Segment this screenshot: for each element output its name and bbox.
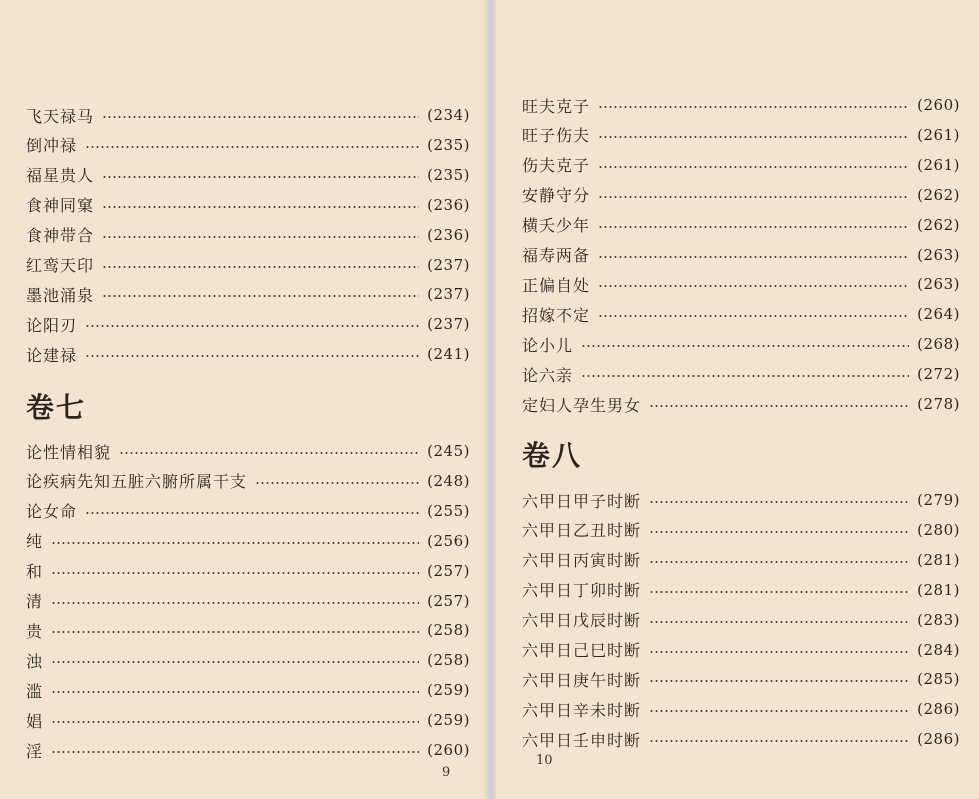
dot-leader xyxy=(581,345,909,347)
toc-entry[interactable] xyxy=(522,518,960,542)
toc-entry-title: 论女命 xyxy=(26,502,78,522)
dot-leader xyxy=(85,146,419,148)
toc-entry[interactable] xyxy=(26,193,470,217)
toc-entry[interactable] xyxy=(522,272,960,296)
toc-entry-page: (284) xyxy=(917,640,960,659)
toc-entry-page: (260) xyxy=(917,96,960,114)
toc-entry-page: (283) xyxy=(917,610,960,629)
toc-entry[interactable] xyxy=(522,578,960,602)
toc-entry-page: (263) xyxy=(917,275,960,294)
toc-entry-page: (248) xyxy=(427,471,470,490)
toc-entry-title: 横夭少年 xyxy=(522,216,591,236)
dot-leader xyxy=(51,631,419,633)
volume-heading-7: 卷七 xyxy=(26,391,87,424)
toc-entry-title: 六甲日己巳时断 xyxy=(522,641,642,660)
dot-leader xyxy=(102,266,419,268)
toc-entry-page: (235) xyxy=(427,165,470,184)
toc-entry-page: (262) xyxy=(917,215,960,234)
toc-entry-page: (279) xyxy=(917,491,960,509)
toc-entry-title: 论六亲 xyxy=(522,365,574,385)
dot-leader xyxy=(102,206,419,208)
toc-entry-title: 福寿两备 xyxy=(522,246,591,265)
toc-entry-title: 论小儿 xyxy=(522,335,574,355)
toc-entry[interactable] xyxy=(522,667,960,691)
toc-entry[interactable] xyxy=(522,93,960,117)
dot-leader xyxy=(51,542,419,544)
dot-leader xyxy=(85,355,419,357)
toc-entry-title: 福星贵人 xyxy=(26,166,95,186)
dot-leader xyxy=(85,512,419,514)
toc-entry[interactable] xyxy=(26,618,470,642)
dot-leader xyxy=(598,226,909,228)
toc-entry[interactable] xyxy=(522,608,960,632)
toc-entry-page: (280) xyxy=(917,520,960,539)
toc-entry[interactable] xyxy=(522,548,960,572)
dot-leader xyxy=(598,256,909,258)
toc-entry[interactable] xyxy=(26,439,470,463)
left-page xyxy=(0,0,484,799)
dot-leader xyxy=(51,602,419,604)
toc-entry-title: 墨池涌泉 xyxy=(26,285,95,305)
dot-leader xyxy=(85,325,419,327)
book-gutter xyxy=(484,0,496,799)
toc-entry-page: (257) xyxy=(427,561,470,580)
dot-leader xyxy=(649,405,909,407)
dot-leader xyxy=(649,651,909,653)
toc-entry[interactable] xyxy=(26,678,470,702)
volume-heading-8: 卷八 xyxy=(522,439,583,472)
toc-entry-title: 食神同窠 xyxy=(26,196,95,216)
dot-leader xyxy=(51,691,419,693)
toc-entry-title: 浊 xyxy=(26,651,44,671)
toc-entry[interactable] xyxy=(522,213,960,237)
dot-leader xyxy=(581,375,909,377)
toc-entry-title: 六甲日甲子时断 xyxy=(522,491,642,511)
toc-entry-page: (241) xyxy=(427,345,470,364)
toc-entry[interactable] xyxy=(26,469,470,493)
toc-entry-title: 六甲日辛未时断 xyxy=(522,700,642,720)
dot-leader xyxy=(119,452,419,454)
toc-entry-page: (237) xyxy=(427,255,470,274)
toc-entry-title: 招嫁不定 xyxy=(522,305,591,325)
toc-entry-page: (264) xyxy=(917,305,960,324)
dot-leader xyxy=(649,710,909,712)
toc-entry[interactable] xyxy=(26,559,470,583)
toc-entry-page: (237) xyxy=(427,315,470,334)
page-number-right: 10 xyxy=(536,753,553,768)
toc-entry-page: (236) xyxy=(427,195,470,214)
dot-leader xyxy=(102,116,419,118)
toc-entry-title: 六甲日丙寅时断 xyxy=(522,551,642,571)
toc-entry-title: 论建禄 xyxy=(26,345,78,365)
toc-entry-page: (285) xyxy=(917,670,960,689)
toc-entry-title: 滥 xyxy=(26,681,44,701)
toc-entry-title: 正偏自处 xyxy=(522,275,591,295)
toc-entry-page: (261) xyxy=(917,125,960,144)
dot-leader xyxy=(51,572,419,574)
dot-leader xyxy=(598,166,909,168)
dot-leader xyxy=(598,136,909,138)
toc-entry-title: 淫 xyxy=(26,741,44,761)
toc-entry[interactable] xyxy=(26,648,470,672)
toc-entry-page: (255) xyxy=(427,501,470,520)
toc-entry-page: (278) xyxy=(917,395,960,413)
toc-entry[interactable] xyxy=(26,223,470,247)
toc-entry-title: 娼 xyxy=(26,711,44,731)
toc-entry-title: 六甲日乙丑时断 xyxy=(522,521,642,541)
toc-entry-page: (260) xyxy=(427,741,470,759)
toc-entry-title: 论阳刃 xyxy=(26,315,78,335)
toc-entry[interactable] xyxy=(26,342,470,366)
toc-entry-page: (259) xyxy=(427,711,470,730)
dot-leader xyxy=(649,680,909,682)
toc-entry-title: 倒冲禄 xyxy=(26,136,78,156)
toc-entry[interactable] xyxy=(522,638,960,662)
toc-entry[interactable] xyxy=(522,153,960,177)
toc-entry-page: (257) xyxy=(427,591,470,610)
toc-entry[interactable] xyxy=(522,123,960,147)
dot-leader xyxy=(598,196,909,198)
toc-entry[interactable] xyxy=(26,529,470,553)
toc-entry[interactable] xyxy=(26,253,470,277)
toc-entry-title: 定妇人孕生男女 xyxy=(522,395,642,415)
toc-entry[interactable] xyxy=(522,488,960,512)
toc-entry-page: (281) xyxy=(917,580,960,599)
toc-entry-page: (281) xyxy=(917,550,960,569)
toc-entry-page: (263) xyxy=(917,245,960,264)
toc-entry[interactable] xyxy=(26,589,470,613)
toc-entry-title: 飞天禄马 xyxy=(26,106,95,126)
toc-entry-title: 安静守分 xyxy=(522,186,591,206)
toc-entry-page: (237) xyxy=(427,285,470,304)
toc-entry-title: 和 xyxy=(26,562,44,582)
toc-entry-title: 贵 xyxy=(26,621,44,641)
toc-entry-title: 红鸾天印 xyxy=(26,256,95,275)
toc-entry[interactable] xyxy=(522,362,960,386)
toc-entry-page: (262) xyxy=(917,185,960,204)
dot-leader xyxy=(102,295,419,297)
toc-entry-page: (286) xyxy=(917,730,960,749)
toc-entry-page: (286) xyxy=(917,700,960,719)
toc-entry[interactable] xyxy=(522,243,960,267)
dot-leader xyxy=(649,591,909,593)
toc-entry[interactable] xyxy=(26,708,470,732)
toc-entry-page: (256) xyxy=(427,531,470,550)
toc-entry-title: 六甲日丁卯时断 xyxy=(522,581,642,601)
dot-leader xyxy=(51,721,419,723)
toc-entry-title: 纯 xyxy=(26,532,44,552)
toc-entry[interactable] xyxy=(26,163,470,187)
dot-leader xyxy=(649,501,909,503)
dot-leader xyxy=(598,315,909,317)
right-page xyxy=(496,0,979,799)
dot-leader xyxy=(649,561,909,563)
toc-entry-title: 六甲日壬申时断 xyxy=(522,730,642,750)
dot-leader xyxy=(255,482,419,484)
page-number-left: 9 xyxy=(442,765,451,780)
toc-entry-page: (236) xyxy=(427,225,470,244)
toc-entry-page: (259) xyxy=(427,681,470,700)
dot-leader xyxy=(51,661,419,663)
toc-entry-page: (268) xyxy=(917,335,960,354)
toc-entry-title: 六甲日庚午时断 xyxy=(522,670,642,690)
toc-entry[interactable] xyxy=(26,282,470,306)
toc-entry-page: (258) xyxy=(427,651,470,670)
toc-entry-title: 食神带合 xyxy=(26,226,95,246)
toc-entry-page: (261) xyxy=(917,155,960,174)
dot-leader xyxy=(649,621,909,623)
toc-entry-title: 旺子伤夫 xyxy=(522,126,591,146)
toc-entry[interactable] xyxy=(26,499,470,523)
toc-entry-page: (258) xyxy=(427,621,470,640)
toc-entry[interactable] xyxy=(522,392,960,416)
dot-leader xyxy=(598,106,909,108)
toc-entry[interactable] xyxy=(26,738,470,762)
toc-entry[interactable] xyxy=(522,332,960,356)
toc-entry-title: 论疾病先知五脏六腑所属干支 xyxy=(26,472,248,492)
dot-leader xyxy=(102,236,419,238)
toc-entry[interactable] xyxy=(26,133,470,157)
toc-entry-title: 论性情相貌 xyxy=(26,442,112,462)
toc-entry-title: 旺夫克子 xyxy=(522,96,591,116)
toc-entry-title: 清 xyxy=(26,592,44,611)
toc-entry-page: (235) xyxy=(427,135,470,154)
dot-leader xyxy=(102,176,419,178)
toc-entry-page: (272) xyxy=(917,365,960,384)
toc-entry-title: 伤夫克子 xyxy=(522,156,591,176)
dot-leader xyxy=(598,285,909,287)
toc-entry[interactable] xyxy=(26,312,470,336)
dot-leader xyxy=(649,531,909,533)
toc-entry-page: (234) xyxy=(427,106,470,124)
toc-entry[interactable] xyxy=(522,302,960,326)
dot-leader xyxy=(649,740,909,742)
toc-entry[interactable] xyxy=(522,183,960,207)
toc-entry[interactable] xyxy=(26,103,470,127)
toc-entry-page: (245) xyxy=(427,442,470,460)
toc-entry[interactable] xyxy=(522,727,960,751)
toc-entry[interactable] xyxy=(522,697,960,721)
dot-leader xyxy=(51,751,419,753)
toc-entry-title: 六甲日戊辰时断 xyxy=(522,611,642,631)
